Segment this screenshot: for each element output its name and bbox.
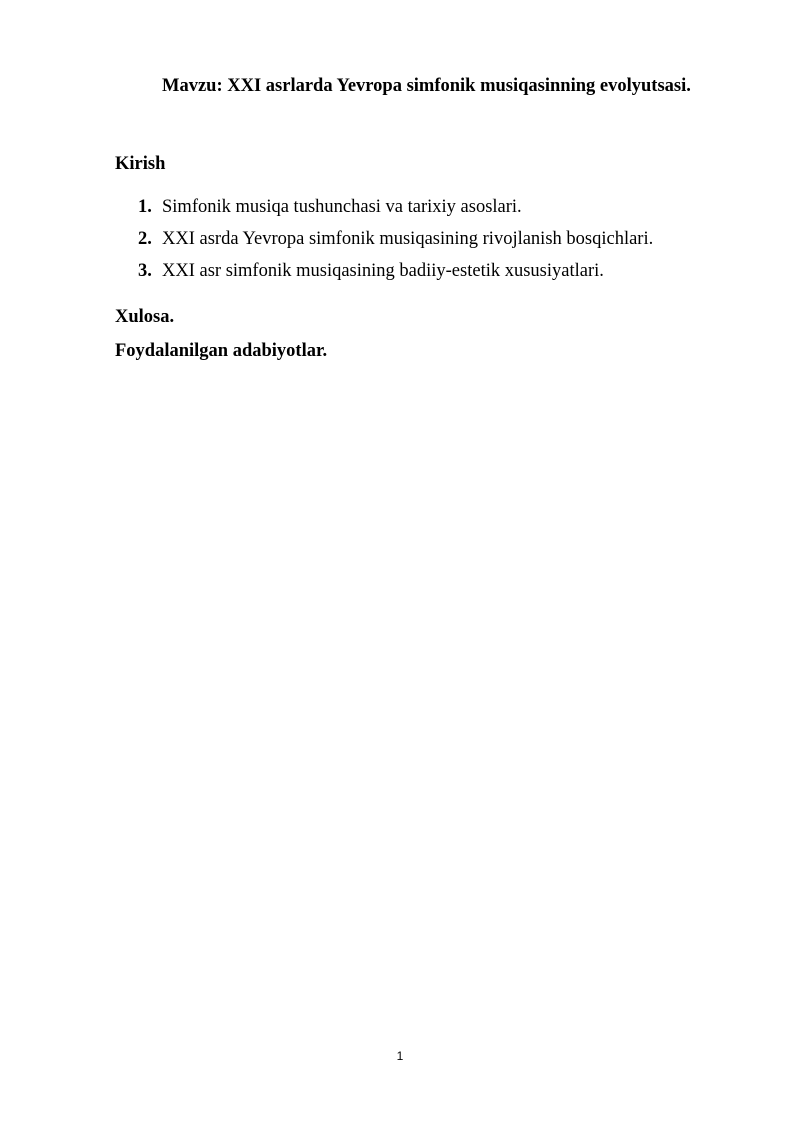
list-item xyxy=(138,197,653,229)
list-item-text: Simfonik musiqa tushunchasi va tarixiy asoslari. xyxy=(162,197,522,217)
document-title: Mavzu: XXI asrlarda Yevropa simfonik musiqasinning evolyutsasi. xyxy=(162,76,691,96)
list-item-text: XXI asr simfonik musiqasining badiiy-estetik xususiyatlari. xyxy=(162,261,604,281)
references-heading: Foydalanilgan adabiyotlar. xyxy=(115,341,328,361)
list-item xyxy=(138,229,653,261)
contents-list xyxy=(138,197,653,293)
page-number: 1 xyxy=(396,1049,404,1063)
list-item xyxy=(138,261,653,293)
list-item-number: 2. xyxy=(138,229,152,249)
intro-heading: Kirish xyxy=(115,154,166,174)
list-item-text: XXI asrda Yevropa simfonik musiqasining rivojlanish bosqichlari. xyxy=(162,229,654,249)
conclusion-heading: Xulosa. xyxy=(115,307,175,327)
list-item-number: 1. xyxy=(138,197,152,217)
list-item-number: 3. xyxy=(138,261,152,281)
